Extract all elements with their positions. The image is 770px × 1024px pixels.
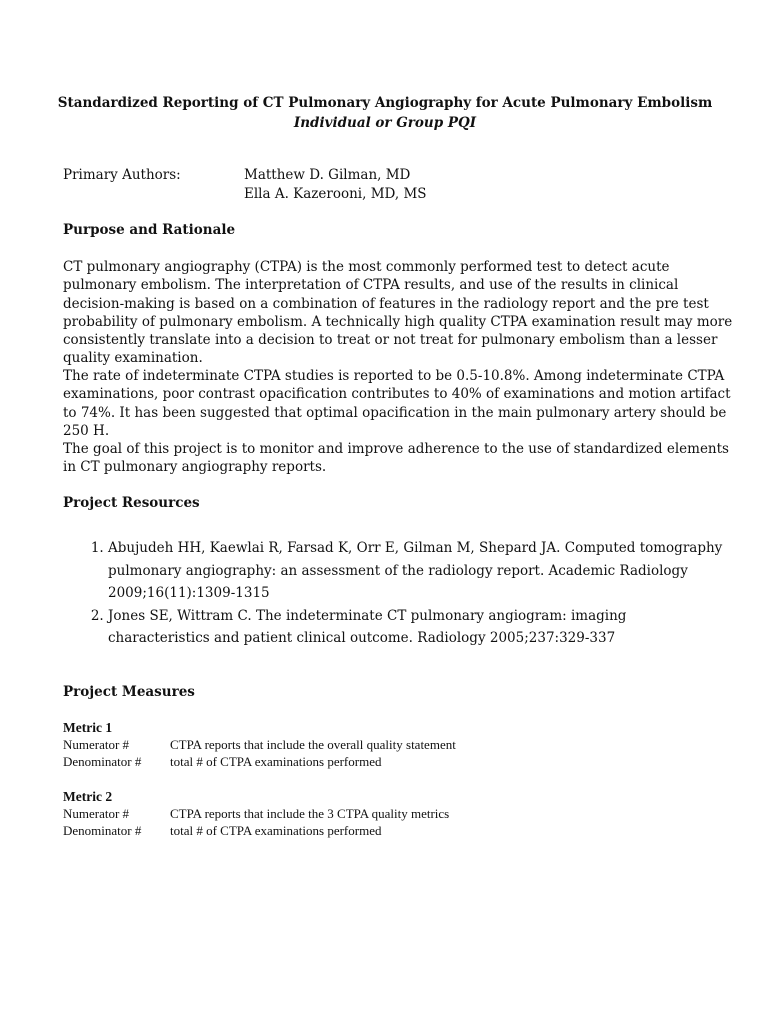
numerator-value: CTPA reports that include the 3 CTPA quality metrics [170, 806, 450, 821]
author-name: Matthew D. Gilman, MD [244, 167, 411, 183]
resources-list [63, 537, 723, 650]
denominator-label: Denominator # [63, 754, 142, 769]
metric-2 [63, 788, 450, 839]
document-title: Standardized Reporting of CT Pulmonary Angiography for Acute Pulmonary Embolism [57, 95, 713, 111]
purpose-paragraph-1 [63, 258, 733, 368]
author-name: Ella A. Kazerooni, MD, MS [244, 185, 427, 202]
purpose-heading: Purpose and Rationale [63, 222, 236, 238]
metric-title: Metric 1 [63, 720, 113, 735]
purpose-paragraph-3 [63, 440, 733, 477]
purpose-section [63, 221, 733, 239]
numerator-label: Numerator # [63, 737, 130, 752]
document-subtitle: Individual or Group PQI [293, 115, 477, 131]
authors-label: Primary Authors: [63, 167, 181, 183]
list-item: 1. Abujudeh HH, Kaewlai R, Farsad K, Orr E, Gilman M, Shepard JA. Computed tomography pulmonary angiography: an assessment of the radiology report. Academic Radiology 2009;16(11):1309-1315 [108, 537, 723, 605]
resources-section [63, 494, 733, 512]
measures-section [63, 683, 733, 701]
denominator-value: total # of CTPA examinations performed [170, 823, 382, 838]
paragraph: The rate of indeterminate CTPA studies is reported to be 0.5-10.8%. Among indeterminate CTPA examinations, poor contrast opacification contributes to 40% of examinations and motion artifact to 74%. It has been suggested that optimal opacification in the main pulmonary artery should be 250 H. [63, 368, 731, 439]
numerator-row [63, 736, 456, 753]
denominator-row [63, 822, 382, 839]
authors-names [244, 166, 427, 203]
metric-1 [63, 719, 456, 770]
metric-title: Metric 2 [63, 789, 113, 804]
denominator-label: Denominator # [63, 823, 142, 838]
paragraph: The goal of this project is to monitor and improve adherence to the use of standardized elements in CT pulmonary angiography reports. [63, 441, 729, 476]
denominator-value: total # of CTPA examinations performed [170, 754, 382, 769]
title-block [0, 93, 770, 133]
measures-heading: Project Measures [63, 684, 195, 700]
paragraph: CT pulmonary angiography (CTPA) is the most commonly performed test to detect acute pulmonary embolism. The interpretation of CTPA results, and use of the results in clinical decision-making is based on a combination of features in the radiology report and the pre test probability of pulmonary embolism. A technically high quality CTPA examination result may more consistently translate into a decision to treat or not treat for pulmonary embolism than a lesser quality examination. [63, 259, 733, 367]
list-item: 2. Jones SE, Wittram C. The indeterminate CT pulmonary angiogram: imaging characteristics and patient clinical outcome. Radiology 2005;237:329-337 [108, 605, 723, 650]
numerator-label: Numerator # [63, 806, 130, 821]
numerator-row [63, 805, 450, 822]
numerator-value: CTPA reports that include the overall quality statement [170, 737, 456, 752]
resources-list-block [63, 537, 723, 650]
denominator-row [63, 753, 382, 770]
resources-heading: Project Resources [63, 495, 200, 511]
purpose-paragraph-2 [63, 367, 733, 440]
